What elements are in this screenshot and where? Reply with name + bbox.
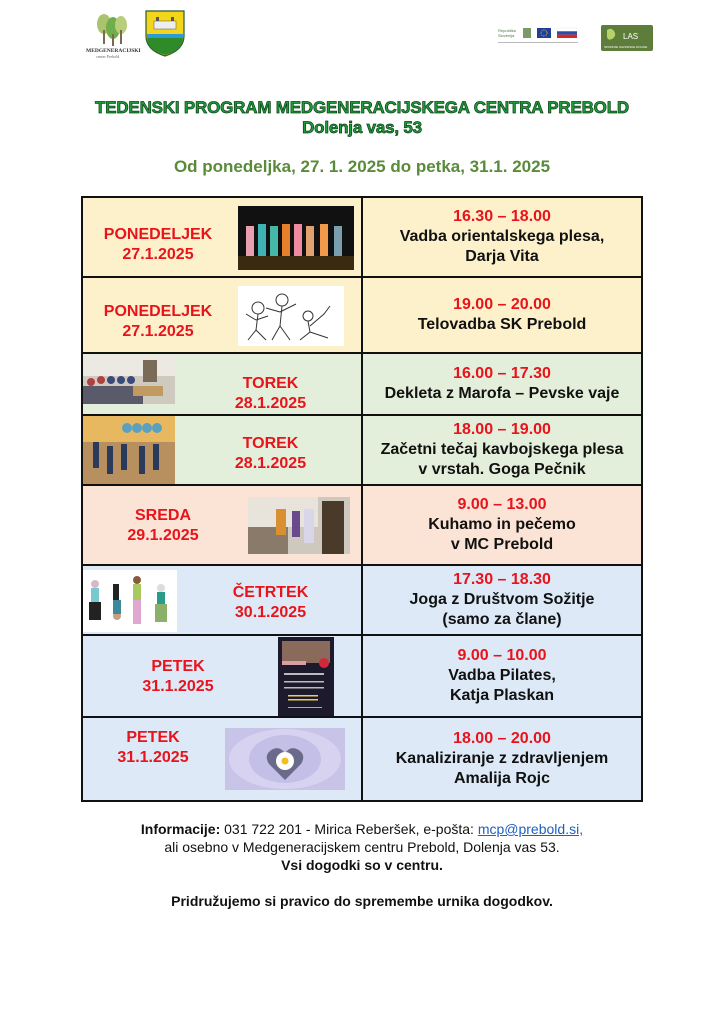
day-name: PETEK [151,658,205,675]
singing-group-photo [83,356,175,404]
event-title: Kuhamo in pečemo [428,516,576,533]
schedule-row [82,353,642,415]
svg-text:Slovenija: Slovenija [498,33,515,38]
location-note: Vsi dogodki so v centru. [281,857,443,873]
day-label [213,583,328,623]
cooking-photo-icon [248,497,350,554]
yoga-cartoon-image [83,570,177,632]
day-label [213,374,328,414]
day-name: TOREK [242,375,299,392]
group-photo-icon [83,356,175,404]
event-cell [362,485,642,565]
event-time: 16.00 – 17.30 [453,365,551,382]
page-title: TEDENSKI PROGRAM MEDGENERACIJSKEGA CENTRA PREBOLD [95,98,629,117]
event-time: 17.30 – 18.30 [453,571,551,588]
day-cell [82,635,362,717]
day-label [113,657,243,697]
event-time: 18.00 – 19.00 [453,421,551,438]
day-date: 28.1.2025 [234,455,307,472]
event-note: (samo za člane) [442,611,562,628]
schedule-row [82,415,642,485]
day-label [88,728,218,768]
exercise-sketch-image [238,286,344,346]
info-label: Informacije: [140,821,221,837]
event-host: Amalija Rojc [453,770,551,787]
sponsor-logos-icon [495,22,660,54]
day-cell [82,353,362,415]
day-name: TOREK [242,435,299,452]
event-title: Vadba Pilates, [448,667,556,684]
kitchen-photo [248,497,350,554]
day-name: PONEDELJEK [103,303,213,320]
day-name: PETEK [126,729,180,746]
event-time: 9.00 – 10.00 [457,647,547,664]
day-label [213,434,328,474]
header-logos-right [495,22,660,54]
event-cell [362,353,642,415]
event-cell [362,565,642,635]
schedule-row [82,197,642,277]
day-date: 29.1.2025 [127,527,199,544]
date-range: Od ponedeljka, 27. 1. 2025 do petka, 31.1. 2025 [173,157,551,176]
email-link[interactable]: mcp@prebold.si, [477,821,584,837]
schedule-row [82,717,642,801]
day-label [93,302,223,342]
pilates-poster-image [278,637,334,716]
event-cell [362,717,642,801]
day-label [93,225,223,265]
dance-hall-photo-icon [83,416,175,484]
event-time: 18.00 – 20.00 [453,730,551,747]
event-host: Katja Plaskan [449,687,555,704]
day-date: 31.1.2025 [117,749,189,766]
event-location: v MC Prebold [450,536,554,553]
day-label [103,506,223,546]
day-date: 31.1.2025 [142,678,214,695]
day-cell [82,717,362,801]
event-title: Vadba orientalskega plesa, [399,228,605,245]
day-cell [82,485,362,565]
svg-text:center Prebold: center Prebold [96,54,120,58]
day-date: 30.1.2025 [234,604,307,621]
event-host: Darja Vita [465,248,539,265]
event-host: v vrstah. Goga Pečnik [418,461,586,478]
medgeneracijski-logo-icon [84,8,194,58]
heart-daisy-icon [225,728,345,790]
day-cell [82,415,362,485]
day-name: ČETRTEK [232,584,309,601]
title-block [0,98,724,138]
event-title: Joga z Društvom Sožitje [409,591,595,608]
exercise-cartoon-icon [238,286,344,346]
svg-text:Republika: Republika [498,28,516,33]
day-cell [82,197,362,277]
schedule-change-note: Pridružujemo si pravico do spremembe urnika dogodkov. [171,893,553,909]
dancers-image-icon [238,206,354,270]
day-date: 28.1.2025 [234,395,307,412]
page-subtitle-address: Dolenja vas, 53 [302,118,422,137]
line-dance-photo [83,416,175,484]
event-cell [362,635,642,717]
event-time: 9.00 – 13.00 [457,496,547,513]
day-date: 27.1.2025 [122,323,194,340]
schedule-row [82,635,642,717]
event-time: 19.00 – 20.00 [453,296,551,313]
event-title: Telovadba SK Prebold [417,316,587,333]
poster-icon [278,637,334,716]
event-cell [362,415,642,485]
contact-text: 031 722 201 - Mirica Reberšek, e-pošta: [220,821,478,837]
event-time: 16.30 – 18.00 [453,208,551,225]
svg-text:LAS: LAS [623,32,639,41]
yoga-figures-icon [83,570,177,632]
day-name: PONEDELJEK [103,226,213,243]
footer-info [0,820,724,910]
event-title: Dekleta z Marofa – Pevske vaje [384,385,620,402]
contact-line [0,820,724,838]
day-name: SREDA [134,507,191,524]
heart-daisy-image [225,728,345,790]
schedule-row [82,565,642,635]
svg-text:SPODNJE SAVINJSKE DOLINE: SPODNJE SAVINJSKE DOLINE [604,45,648,49]
day-cell [82,565,362,635]
address-line: ali osebno v Medgeneracijskem centru Prebold, Dolenja vas 53. [164,839,560,855]
event-cell [362,277,642,353]
header-logos-left [84,8,194,58]
oriental-dance-photo [238,206,354,270]
schedule-table [81,196,643,802]
event-title: Kanaliziranje z zdravljenjem [395,750,609,767]
day-cell [82,277,362,353]
schedule-row [82,277,642,353]
schedule-row [82,485,642,565]
event-title: Začetni tečaj kavbojskega plesa [380,441,624,458]
svg-text:MEDGENERACIJSKI: MEDGENERACIJSKI [86,48,141,54]
day-date: 27.1.2025 [122,246,194,263]
event-cell [362,197,642,277]
